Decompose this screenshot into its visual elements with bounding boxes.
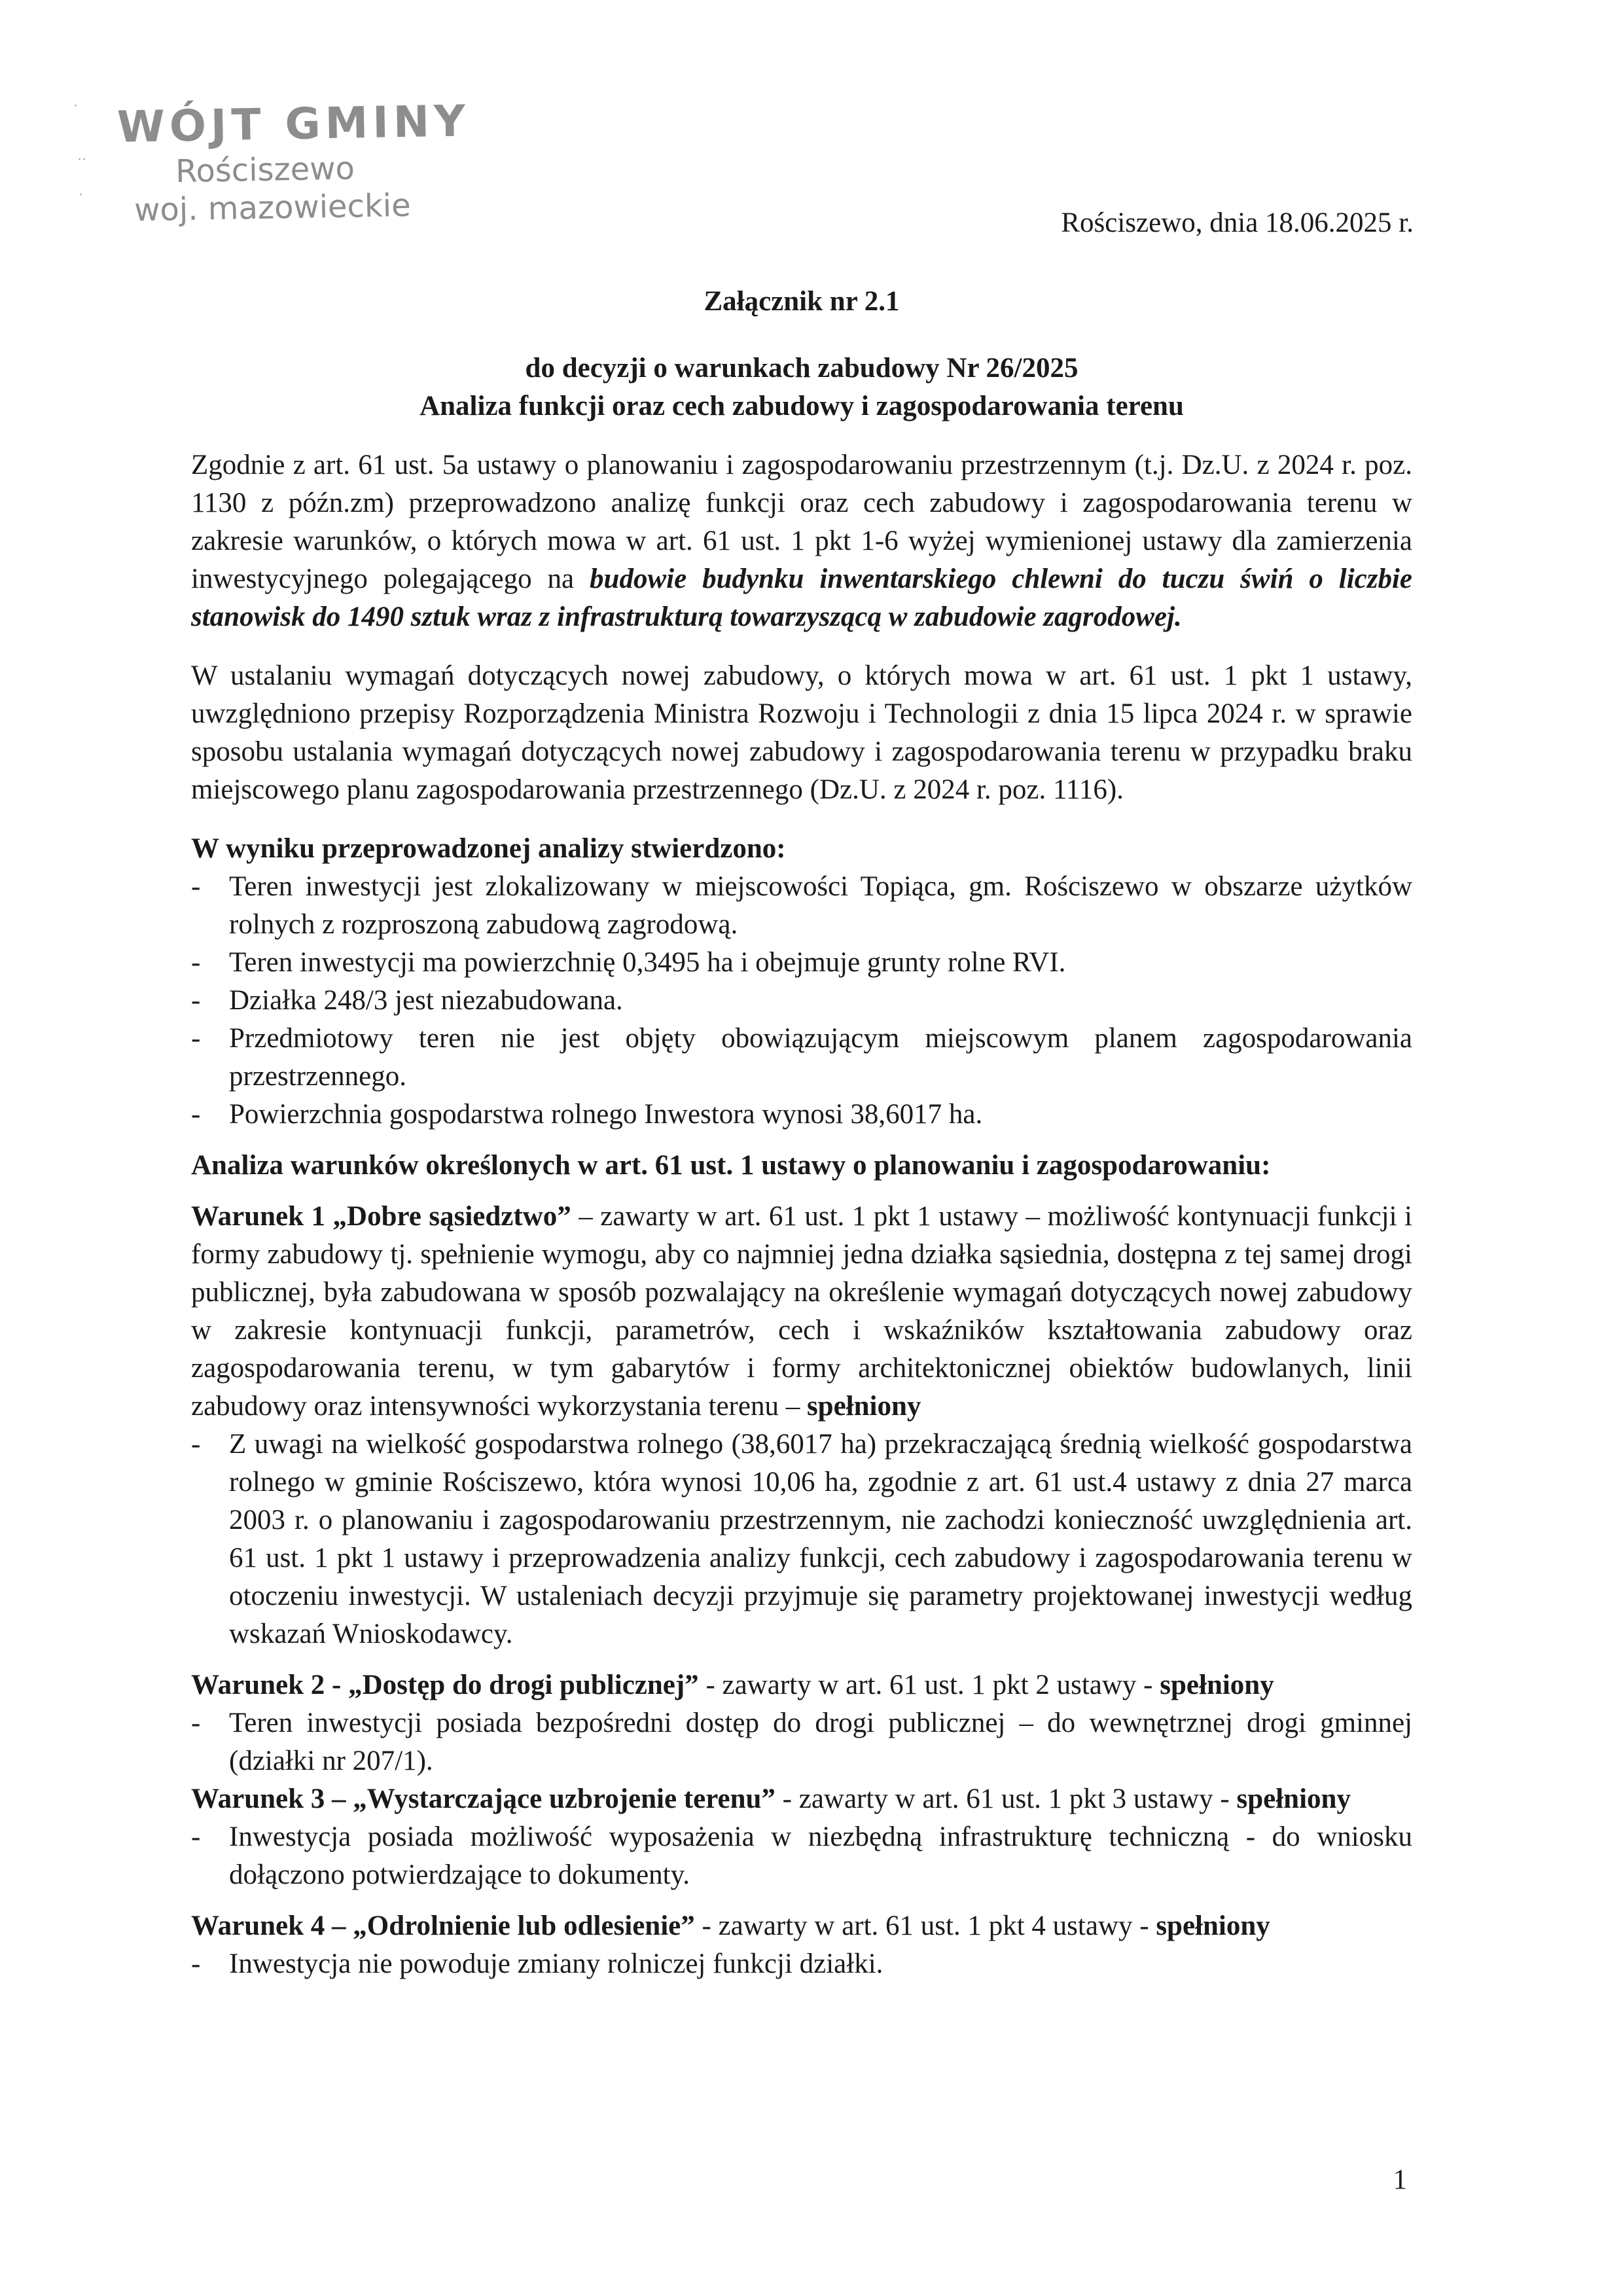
annex-title: Załącznik nr 2.1 [704, 286, 900, 317]
scan-speck: · [73, 98, 78, 115]
condition-3-text: - zawarty w art. 61 ust. 1 pkt 3 ustawy - [775, 1784, 1237, 1814]
list-item: - Teren inwestycji posiada bezpośredni dostęp do drogi publicznej – do wewnętrznej drogi gminnej (działki nr 207/1). [191, 1704, 1412, 1780]
stamp-line-1: WÓJT GMINY [116, 96, 471, 152]
scan-speck: ·· [77, 152, 86, 168]
intro-paragraph [191, 446, 1412, 636]
condition-1-text: – zawarty w art. 61 ust. 1 pkt 1 ustawy – możliwość kontynuacji funkcji i formy zabudowy tj. spełnienie wymogu, aby co najmniej jedna działka sąsiednia, dostępna z tej samej drogi publicznej, była zabudowana w sposób pozwalający na określenie wymagań dotyczących nowej zabudowy w zakresie kontynuacji funkcji, parametrów, cech i wskaźników kształtowania zabudowy oraz zagospodarowania terenu, w tym gabarytów i formy architektonicznej obiektów budowlanych, linii zabudowy oraz intensywności wykorzystania terenu – [191, 1201, 1412, 1422]
findings-list [191, 868, 1412, 1134]
conditions-title: Analiza warunków określonych w art. 61 ust. 1 ustawy o planowaniu i zagospodarowaniu: [191, 1150, 1271, 1181]
page-number: 1 [1393, 2164, 1407, 2195]
list-item: - Powierzchnia gospodarstwa rolnego Inwestora wynosi 38,6017 ha. [191, 1096, 1412, 1134]
condition-2-status: spełniony [1160, 1670, 1274, 1700]
condition-4 [191, 1907, 1412, 1945]
list-item: - Inwestycja posiada możliwość wyposażenia w niezbędną infrastrukturę techniczną - do wniosku dołączono potwierdzające to dokumenty. [191, 1818, 1412, 1894]
list-item: - Teren inwestycji jest zlokalizowany w miejscowości Topiąca, gm. Rościszewo w obszarze użytków rolnych z rozproszoną zabudową zagrodową. [191, 868, 1412, 944]
condition-1 [191, 1198, 1412, 1426]
findings-title: W wyniku przeprowadzonej analizy stwierdzono: [191, 833, 786, 864]
condition-3-label: Warunek 3 – „Wystarczające uzbrojenie terenu” [191, 1784, 776, 1814]
regulation-paragraph: W ustalaniu wymagań dotyczących nowej zabudowy, o których mowa w art. 61 ust. 1 pkt 1 ustawy, uwzględniono przepisy Rozporządzenia Ministra Rozwoju i Technologii z dnia 15 lipca 2024 r. w sprawie sposobu ustalania wymagań dotyczących nowej zabudowy i zagospodarowania terenu w przypadku braku miejscowego planu zagospodarowania przestrzennego (Dz.U. z 2024 r. poz. 1116). [191, 660, 1412, 805]
intro-text: Zgodnie z art. 61 ust. 5a ustawy o planowaniu i zagospodarowaniu przestrzennym (t.j. Dz.U. z 2024 r. poz. 1130 z późn.zm) przeprowadzono analizę funkcji oraz cech zabudowy i zagospodarowania terenu w zakresie warunków, o których mowa w art. 61 ust. 1 pkt 1-6 wyżej wymienionej ustawy dla zamierzenia inwestycyjnego polegającego na [191, 450, 1412, 594]
condition-2-label: Warunek 2 - „Dostęp do drogi publicznej” [191, 1670, 699, 1700]
condition-1-label: Warunek 1 „Dobre sąsiedztwo” [191, 1201, 571, 1232]
analysis-title: Analiza funkcji oraz cech zabudowy i zagospodarowania terenu [419, 391, 1184, 422]
office-stamp [116, 95, 471, 229]
document-date: Rościszewo, dnia 18.06.2025 r. [1061, 207, 1414, 238]
condition-3-list [191, 1818, 1412, 1894]
condition-2-text: - zawarty w art. 61 ust. 1 pkt 2 ustawy - [698, 1670, 1160, 1700]
condition-4-status: spełniony [1156, 1910, 1270, 1941]
condition-1-list [191, 1426, 1412, 1653]
condition-3-status: spełniony [1236, 1784, 1351, 1814]
stamp-line-2: Rościszewo [175, 150, 355, 190]
condition-2-list [191, 1704, 1412, 1780]
condition-4-text: - zawarty w art. 61 ust. 1 pkt 4 ustawy - [694, 1910, 1156, 1941]
list-item: - Przedmiotowy teren nie jest objęty obowiązującym miejscowym planem zagospodarowania przestrzennego. [191, 1020, 1412, 1096]
list-item: - Z uwagi na wielkość gospodarstwa rolnego (38,6017 ha) przekraczającą średnią wielkość gospodarstwa rolnego w gminie Rościszewo, która wynosi 10,06 ha, zgodnie z art. 61 ust.4 ustawy z dnia 27 marca 2003 r. o planowaniu i zagospodarowaniu przestrzennym, nie zachodzi konieczność uwzględnienia art. 61 ust. 1 pkt 1 ustawy i przeprowadzenia analizy funkcji, cech zabudowy i zagospodarowania terenu w otoczeniu inwestycji. W ustaleniach decyzji przyjmuje się parametry projektowanej inwestycji według wskazań Wnioskodawcy. [191, 1426, 1412, 1653]
condition-4-label: Warunek 4 – „Odrolnienie lub odlesienie” [191, 1910, 695, 1941]
condition-4-list [191, 1945, 1412, 1983]
stamp-line-3: woj. mazowieckie [134, 187, 412, 229]
intro-investment: budowie budynku inwentarskiego chlewni do tuczu świń o liczbie stanowisk do 1490 sztuk wraz z infrastrukturą towarzyszącą w zabudowie zagrodowej. [191, 564, 1413, 632]
list-item: - Inwestycja nie powoduje zmiany rolniczej funkcji działki. [191, 1945, 1412, 1983]
list-item: - Teren inwestycji ma powierzchnię 0,3495 ha i obejmuje grunty rolne RVI. [191, 944, 1412, 982]
decision-title: do decyzji o warunkach zabudowy Nr 26/2025 [525, 353, 1079, 384]
document-body [191, 283, 1412, 1983]
condition-2 [191, 1666, 1412, 1704]
list-item: - Działka 248/3 jest niezabudowana. [191, 982, 1412, 1020]
condition-3 [191, 1780, 1412, 1818]
condition-1-status: spełniony [806, 1391, 921, 1422]
scan-speck: · [79, 187, 83, 204]
